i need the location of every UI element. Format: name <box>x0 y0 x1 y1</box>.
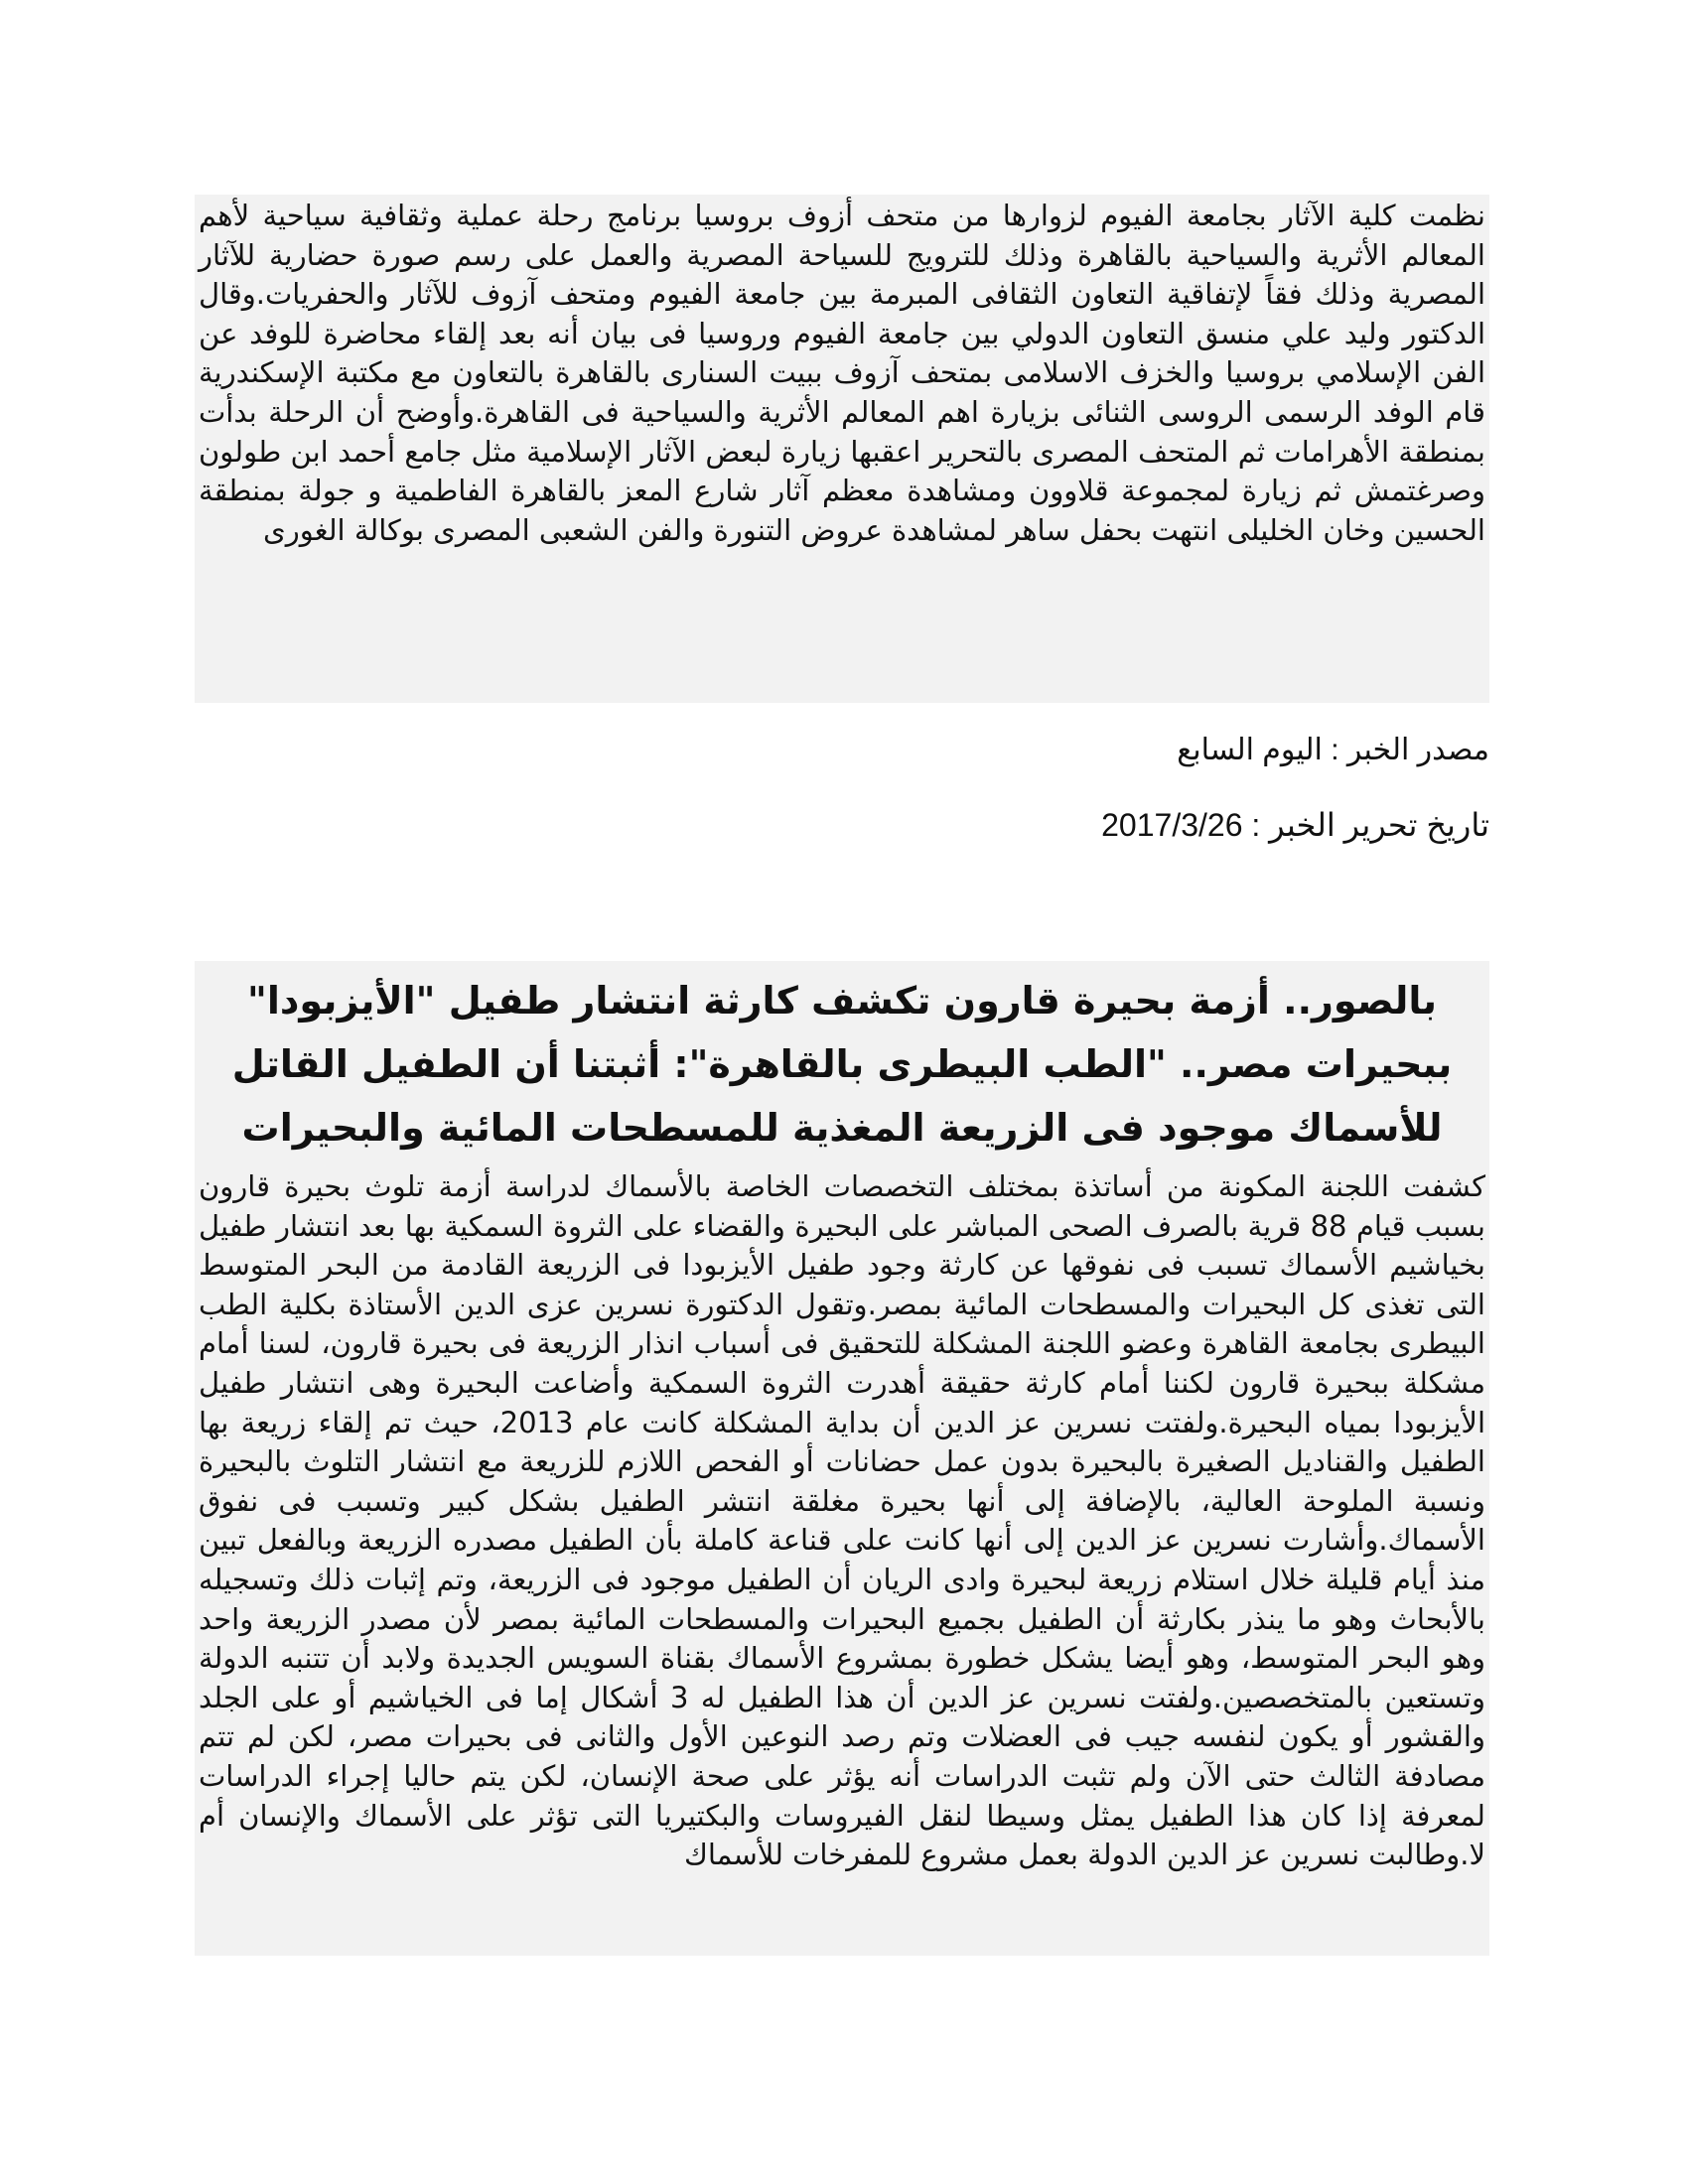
article-1-box <box>195 195 1489 703</box>
article-1-body: نظمت كلية الآثار بجامعة الفيوم لزوارها من متحف أزوف بروسيا برنامج رحلة عملية وثقافية سياحية لأهم المعالم الأثرية والسياحية بالقاهرة وذلك للترويج للسياحة المصرية والعمل على رسم صورة حضارية للآثار المصرية وذلك فقاً لإتفاقية التعاون الثقافى المبرمة بين جامعة الفيوم ومتحف آزوف للآثار والحفريات.وقال الدكتور وليد علي منسق التعاون الدولي بين جامعة الفيوم وروسيا فى بيان أنه بعد إلقاء محاضرة للوفد عن الفن الإسلامي بروسيا والخزف الاسلامى بمتحف آزوف ببيت السنارى بالقاهرة بالتعاون مع مكتبة الإسكندرية قام الوفد الرسمى الروسى الثنائى بزيارة اهم المعالم الأثرية والسياحية فى القاهرة.وأوضح أن الرحلة بدأت بمنطقة الأهرامات ثم المتحف المصرى بالتحرير اعقبها زيارة لبعض الآثار الإسلامية مثل جامع أحمد ابن طولون وصرغتمش ثم زيارة لمجموعة قلاوون ومشاهدة معظم آثار شارع المعز بالقاهرة الفاطمية و جولة بمنطقة الحسين وخان الخليلى انتهت بحفل ساهر لمشاهدة عروض التنورة والفن الشعبى المصرى بوكالة الغورى <box>199 199 1485 547</box>
news-date-value: 2017/3/26 <box>1101 807 1243 843</box>
news-source-value: اليوم السابع <box>1177 734 1323 766</box>
article-2-headline: بالصور.. أزمة بحيرة قارون تكشف كارثة انتشار طفيل "الأيزبودا" ببحيرات مصر.. "الطب البيطرى بالقاهرة": أثبتنا أن الطفيل القاتل للأسماك موجود فى الزريعة المغذية للمسطحات المائية والبحيرات <box>231 979 1453 1150</box>
news-date-line <box>1101 806 1489 844</box>
article-2-body: كشفت اللجنة المكونة من أساتذة بمختلف التخصصات الخاصة بالأسماك لدراسة أزمة تلوث بحيرة قارون بسبب قيام 88 قرية بالصرف الصحى المباشر على البحيرة والقضاء على الثروة السمكية بها بعد انتشار طفيل بخياشيم الأسماك تسبب فى نفوقها عن كارثة وجود طفيل الأيزبودا فى الزريعة القادمة من البحر المتوسط التى تغذى كل البحيرات والمسطحات المائية بمصر.وتقول الدكتورة نسرين عزى الدين الأستاذة بكلية الطب البيطرى بجامعة القاهرة وعضو اللجنة المشكلة للتحقيق فى أسباب انذار الزريعة فى بحيرة قارون، لسنا أمام مشكلة ببحيرة قارون لكننا أمام كارثة حقيقة أهدرت الثروة السمكية وأضاعت البحيرة وهى انتشار طفيل الأيزبودا بمياه البحيرة.ولفتت نسرين عز الدين أن بداية المشكلة كانت عام 2013، حيث تم إلقاء زريعة بها الطفيل والقناديل الصغيرة بالبحيرة بدون عمل حضانات أو الفحص اللازم للزريعة مع انتشار التلوث بالبحيرة ونسبة الملوحة العالية، بالإضافة إلى أنها بحيرة مغلقة انتشر الطفيل بشكل كبير وتسبب فى نفوق الأسماك.وأشارت نسرين عز الدين إلى أنها كانت على قناعة كاملة بأن الطفيل مصدره الزريعة وبالفعل تبين منذ أيام قليلة خلال استلام زريعة لبحيرة وادى الريان أن الطفيل موجود فى الزريعة، وتم إثبات ذلك وتسجيله بالأبحاث وهو ما ينذر بكارثة أن الطفيل بجميع البحيرات والمسطحات المائية بمصر لأن مصدر الزريعة واحد وهو البحر المتوسط، وهو أيضا يشكل خطورة بمشروع الأسماك بقناة السويس الجديدة ولابد أن تتنبه الدولة وتستعين بالمتخصصين.ولفتت نسرين عز الدين أن هذا الطفيل له 3 أشكال إما فى الخياشيم أو على الجلد والقشور أو يكون لنفسه جيب فى العضلات وتم رصد النوعين الأول والثانى فى بحيرات مصر، لكن لم تتم مصادفة الثالث حتى الآن ولم تثبت الدراسات أنه يؤثر على صحة الإنسان، لكن يتم حاليا إجراء الدراسات لمعرفة إذا كان هذا الطفيل يمثل وسيطا لنقل الفيروسات والبكتيريا التى تؤثر على الأسماك والإنسان أم لا.وطالبت نسرين عز الدين الدولة بعمل مشروع للمفرخات للأسماك <box>199 1169 1486 1872</box>
news-source-label: مصدر الخبر : <box>1322 734 1489 766</box>
news-date-label: تاريخ تحرير الخبر : <box>1242 807 1489 843</box>
news-source-line <box>1177 733 1489 767</box>
article-2-box <box>195 961 1489 1956</box>
